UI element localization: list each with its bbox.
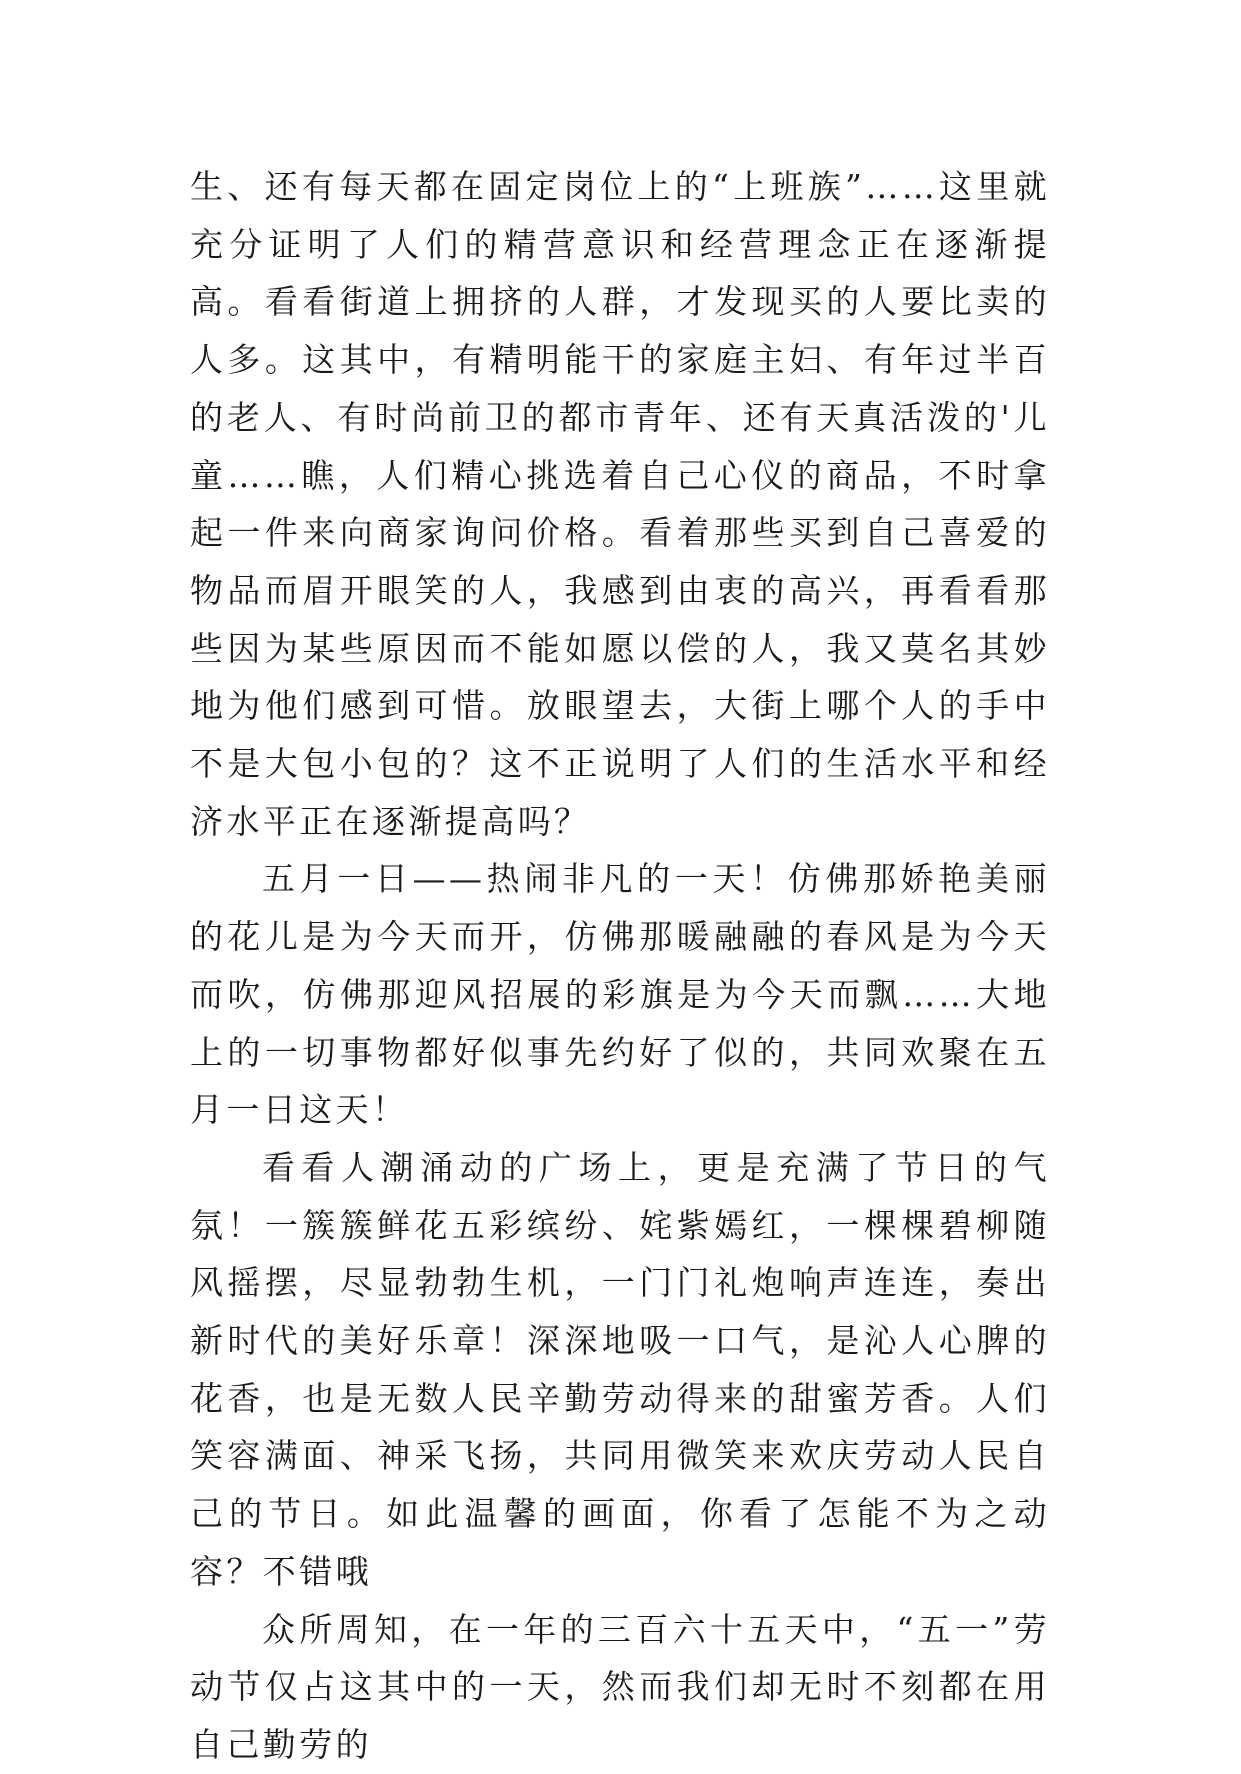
paragraph-continuation: 生、还有每天都在固定岗位上的“上班族”……这里就充分证明了人们的精营意识和经营理念正在逐渐提高。看看街道上拥挤的人群，才发现买的人要比卖的人多。这其中，有精明能干的家庭主妇、有年过半百的老人、有时尚前卫的都市青年、还有天真活泼的'儿童……瞧，人们精心挑选着自己心仪的商品，不时拿起一件来向商家询问价格。看着那些买到自己喜爱的物品而眉开眼笑的人，我感到由衷的高兴，再看看那些因为某些原因而不能如愿以偿的人，我又莫名其妙地为他们感到可惜。放眼望去，大街上哪个人的手中不是大包小包的？这不正说明了人们的生活水平和经济水平正在逐渐提高吗？: [190, 167, 1050, 841]
paragraph-square: 看看人潮涌动的广场上，更是充满了节日的气氛！一簇簇鲜花五彩缤纷、姹紫嫣红，一棵棵碧柳随风摇摆，尽显勃勃生机，一门门礼炮响声连连，奏出新时代的美好乐章！深深地吸一口气，是沁人心脾的花香，也是无数人民辛勤劳动得来的甜蜜芳香。人们笑容满面、神采飞扬，共同用微笑来欢庆劳动人民自己的节日。如此温馨的画面，你看了怎能不为之动容？不错哦: [190, 1147, 1050, 1591]
paragraph-labor-day: 众所周知，在一年的三百六十五天中，“五一”劳动节仅占这其中的一天，然而我们却无时不刻都在用自己勤劳的: [190, 1609, 1050, 1764]
document-body: [190, 158, 1050, 1774]
paragraph-may-day: 五月一日——热闹非凡的一天！仿佛那娇艳美丽的花儿是为今天而开，仿佛那暖融融的春风是为今天而吹，仿佛那迎风招展的彩旗是为今天而飘……大地上的一切事物都好似事先约好了似的，共同欢聚在五月一日这天！: [190, 859, 1050, 1130]
